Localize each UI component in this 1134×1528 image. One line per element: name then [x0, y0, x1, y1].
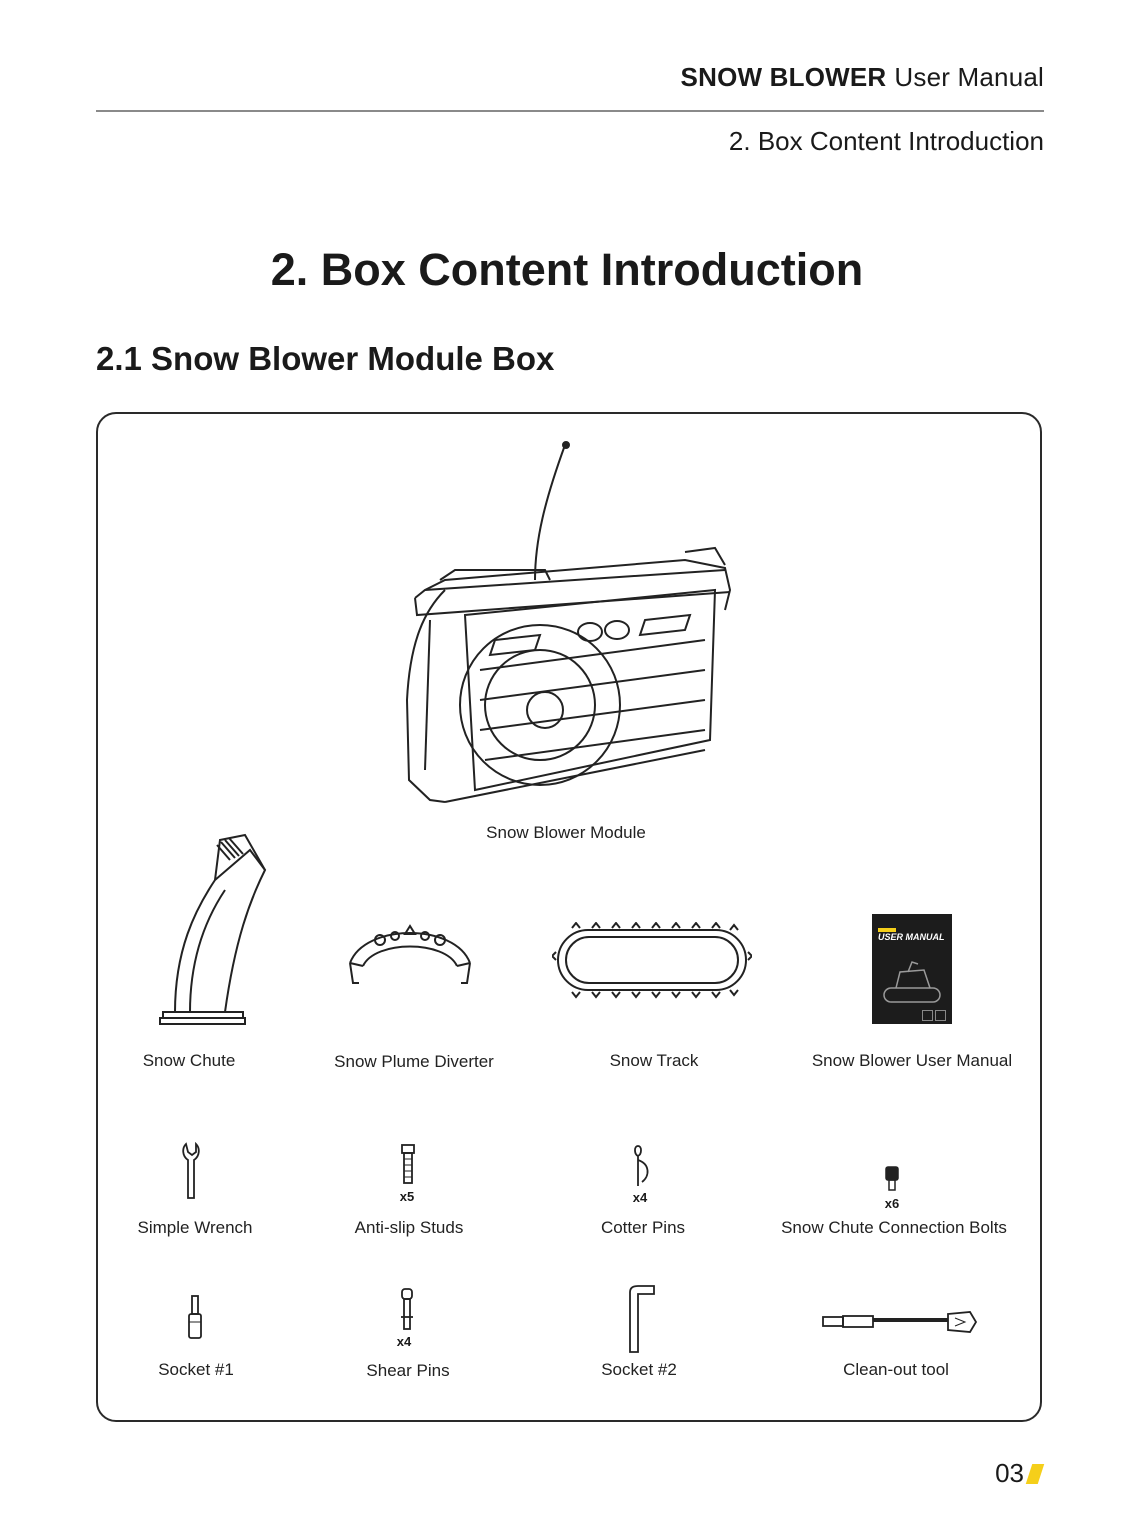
stud-icon: [398, 1143, 418, 1187]
label-snow-blower-module: Snow Blower Module: [486, 823, 646, 842]
label-snow-plume-diverter: Snow Plume Diverter: [334, 1052, 494, 1071]
clean-out-tool-icon: [820, 1308, 980, 1336]
label-cotter-pins: Cotter Pins: [600, 1218, 686, 1237]
header-doc: User Manual: [894, 62, 1044, 92]
label-socket-1: Socket #1: [158, 1360, 234, 1379]
socket-2-icon: [624, 1284, 660, 1354]
label-shear-pins: Shear Pins: [366, 1361, 450, 1380]
snow-plume-diverter-image: [345, 918, 475, 993]
qty-studs: x5: [399, 1189, 415, 1204]
label-simple-wrench: Simple Wrench: [137, 1218, 253, 1237]
running-header: [681, 62, 1044, 93]
qty-bolts: x6: [884, 1196, 900, 1211]
page-title: 2. Box Content Introduction: [270, 244, 864, 295]
cotter-pin-icon: [630, 1142, 656, 1190]
label-user-manual: Snow Blower User Manual: [811, 1051, 1013, 1070]
qty-cotter: x4: [632, 1190, 648, 1205]
page-accent-mark: [1026, 1464, 1044, 1484]
section-title: 2.1 Snow Blower Module Box: [96, 340, 555, 377]
header-section: 2. Box Content Introduction: [728, 126, 1044, 156]
manual-cover-illustration: [878, 958, 946, 1008]
shear-pin-icon: [396, 1287, 418, 1333]
qty-shear: x4: [396, 1334, 412, 1349]
label-connection-bolts: Snow Chute Connection Bolts: [781, 1218, 1007, 1237]
bolt-icon: [882, 1165, 902, 1195]
label-snow-chute: Snow Chute: [142, 1051, 236, 1070]
snow-chute-image: [155, 830, 270, 1030]
label-clean-out-tool: Clean-out tool: [843, 1360, 949, 1379]
header-brand: SNOW BLOWER: [680, 62, 887, 92]
manual-cover-qr: [922, 1010, 933, 1021]
manual-cover-qr: [935, 1010, 946, 1021]
header-rule: [96, 110, 1044, 112]
socket-1-icon: [184, 1294, 206, 1342]
wrench-icon: [180, 1142, 204, 1202]
label-snow-track: Snow Track: [609, 1051, 699, 1070]
page-number: 03: [995, 1458, 1024, 1488]
manual-cover-title: USER MANUAL: [878, 932, 945, 942]
user-manual-image: [872, 914, 952, 1024]
snow-blower-module-image: [385, 440, 745, 815]
snow-track-image: [552, 922, 752, 1000]
label-socket-2: Socket #2: [601, 1360, 677, 1379]
label-anti-slip-studs: Anti-slip Studs: [354, 1218, 464, 1237]
